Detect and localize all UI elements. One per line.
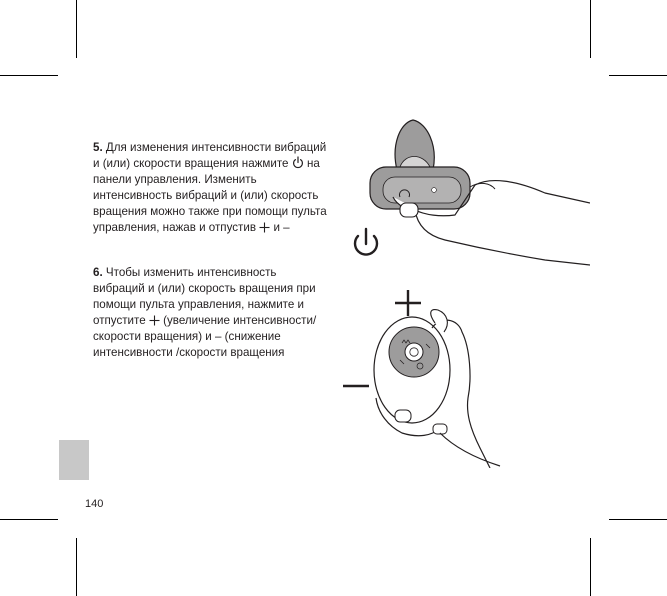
step-number: 6. <box>93 266 103 279</box>
step-text: на панели управления. Изменить интенсивность вибраций и (или) скорость вращения можно также при помощи пульта управления, нажав и отпустив <box>93 157 327 234</box>
crop-mark <box>609 75 667 76</box>
plus-icon <box>259 222 270 233</box>
crop-mark <box>0 75 58 76</box>
plus-icon <box>149 315 160 326</box>
power-icon <box>292 156 304 169</box>
crop-mark <box>590 0 591 58</box>
step-text: Для изменения интенсивности вибраций и (или) скорости вращения нажмите <box>93 141 327 170</box>
crop-mark <box>0 519 58 520</box>
crop-mark <box>609 519 667 520</box>
plus-icon <box>395 290 421 316</box>
step-text: и – <box>273 221 290 234</box>
step-number: 5. <box>93 141 103 154</box>
page-number: 140 <box>85 498 104 510</box>
page-tab <box>59 440 89 480</box>
step-text: Чтобы изменить интенсивность вибраций и (или) скорость вращения при помощи пульта управления, нажмите и отпустите <box>93 266 316 327</box>
remote-hand-illustration <box>340 288 520 468</box>
step-5-text <box>93 140 328 236</box>
step-text: (увеличение интенсивности/скорости вращения) и – (снижение интенсивности /скорости вращения <box>93 314 317 359</box>
power-icon <box>355 229 377 255</box>
device-hand-illustration <box>345 115 590 275</box>
crop-mark <box>76 538 77 596</box>
crop-mark <box>76 0 77 58</box>
step-6-text <box>93 265 328 361</box>
crop-mark <box>590 538 591 596</box>
